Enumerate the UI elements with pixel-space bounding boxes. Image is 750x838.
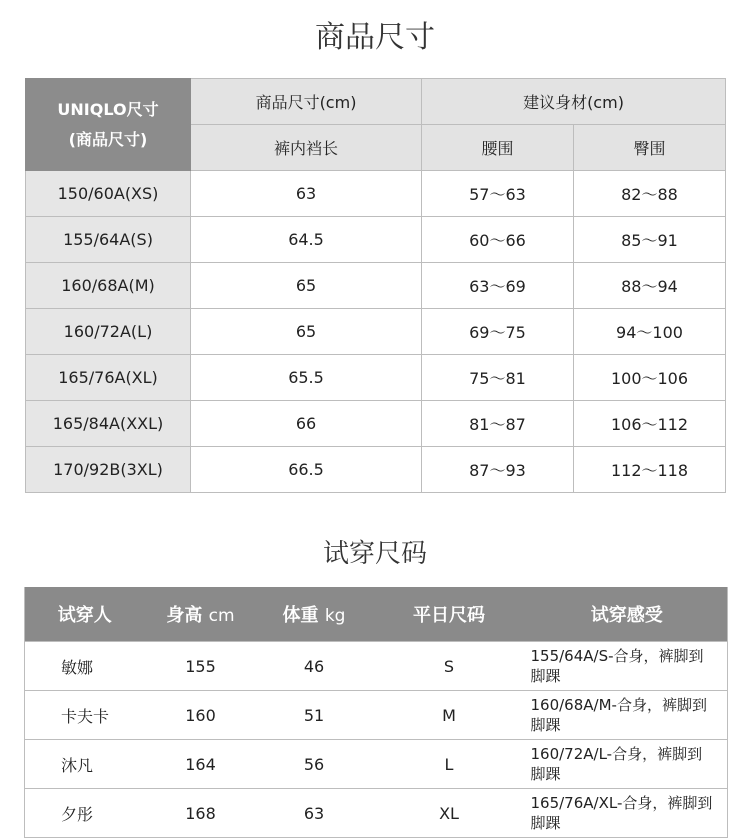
height-header (145, 587, 257, 642)
waist-value: 63～69 (422, 263, 574, 309)
tryon-row (25, 740, 728, 789)
inseam-value: 65 (191, 309, 422, 355)
size-row (26, 401, 726, 447)
weight-header (257, 587, 372, 642)
hip-value: 106～112 (574, 401, 726, 447)
feedback-line1: 160/72A/L-合身，裤脚到 (530, 745, 703, 763)
person-name: 敏娜 (25, 642, 145, 691)
waist-value: 75～81 (422, 355, 574, 401)
weight-value: 56 (257, 740, 372, 789)
size-chart-table (25, 78, 726, 493)
weight-unit: kg (324, 606, 346, 626)
inseam-value: 65.5 (191, 355, 422, 401)
tryon-table (24, 587, 728, 838)
tryon-title: 试穿尺码 (322, 539, 427, 569)
tryon-row (25, 789, 728, 838)
feedback-text (527, 740, 728, 789)
hip-value: 85～91 (574, 217, 726, 263)
height-value: 160 (145, 691, 257, 740)
waist-value: 69～75 (422, 309, 574, 355)
size-row (26, 355, 726, 401)
person-header: 试穿人 (25, 587, 145, 642)
feedback-line2: 脚踝 (530, 765, 561, 783)
height-unit: cm (208, 606, 235, 626)
waist-value: 81～87 (422, 401, 574, 447)
corner-label-line2: (商品尺寸) (68, 129, 148, 149)
hip-value: 88～94 (574, 263, 726, 309)
waist-value: 60～66 (422, 217, 574, 263)
size-row (26, 447, 726, 493)
product-size-group-header: 商品尺寸(cm) (191, 79, 422, 125)
inseam-value: 66 (191, 401, 422, 447)
usual-size-value: S (372, 642, 527, 691)
size-label: 165/76A(XL) (26, 355, 191, 401)
waist-value: 57～63 (422, 171, 574, 217)
feedback-line2: 脚踝 (530, 667, 561, 685)
feedback-line2: 脚踝 (530, 814, 561, 832)
size-chart-title: 商品尺寸 (315, 20, 435, 55)
usual-size-value: XL (372, 789, 527, 838)
hip-header: 臀围 (574, 125, 726, 171)
feedback-text (527, 691, 728, 740)
size-row (26, 309, 726, 355)
weight-header-label: 体重 (282, 605, 319, 626)
hip-value: 100～106 (574, 355, 726, 401)
usual-size-value: L (372, 740, 527, 789)
inseam-header: 裤内裆长 (191, 125, 422, 171)
hip-value: 112～118 (574, 447, 726, 493)
height-value: 155 (145, 642, 257, 691)
height-value: 168 (145, 789, 257, 838)
usual-size-value: M (372, 691, 527, 740)
waist-header: 腰围 (422, 125, 574, 171)
corner-label-line1: UNIQLO尺寸 (57, 99, 159, 119)
size-label: 160/72A(L) (26, 309, 191, 355)
body-size-group-header: 建议身材(cm) (422, 79, 726, 125)
person-name: 沐凡 (25, 740, 145, 789)
size-row (26, 217, 726, 263)
inseam-value: 63 (191, 171, 422, 217)
feedback-line1: 155/64A/S-合身，裤脚到 (530, 647, 704, 665)
weight-value: 63 (257, 789, 372, 838)
feedback-header: 试穿感受 (527, 587, 728, 642)
size-row (26, 171, 726, 217)
tryon-row (25, 642, 728, 691)
feedback-line1: 160/68A/M-合身，裤脚到 (530, 696, 707, 714)
feedback-line1: 165/76A/XL-合身，裤脚到 (530, 794, 713, 812)
feedback-text (527, 789, 728, 838)
inseam-value: 64.5 (191, 217, 422, 263)
hip-value: 94～100 (574, 309, 726, 355)
size-label: 165/84A(XXL) (26, 401, 191, 447)
size-label: 155/64A(S) (26, 217, 191, 263)
size-corner-header (26, 79, 191, 171)
tryon-row (25, 691, 728, 740)
person-name: 夕彤 (25, 789, 145, 838)
height-header-label: 身高 (166, 605, 203, 626)
size-row (26, 263, 726, 309)
waist-value: 87～93 (422, 447, 574, 493)
height-value: 164 (145, 740, 257, 789)
inseam-value: 66.5 (191, 447, 422, 493)
feedback-text (527, 642, 728, 691)
weight-value: 46 (257, 642, 372, 691)
size-label: 150/60A(XS) (26, 171, 191, 217)
feedback-line2: 脚踝 (530, 716, 561, 734)
size-label: 170/92B(3XL) (26, 447, 191, 493)
inseam-value: 65 (191, 263, 422, 309)
weight-value: 51 (257, 691, 372, 740)
size-label: 160/68A(M) (26, 263, 191, 309)
hip-value: 82～88 (574, 171, 726, 217)
person-name: 卡夫卡 (25, 691, 145, 740)
usual-size-header: 平日尺码 (372, 587, 527, 642)
